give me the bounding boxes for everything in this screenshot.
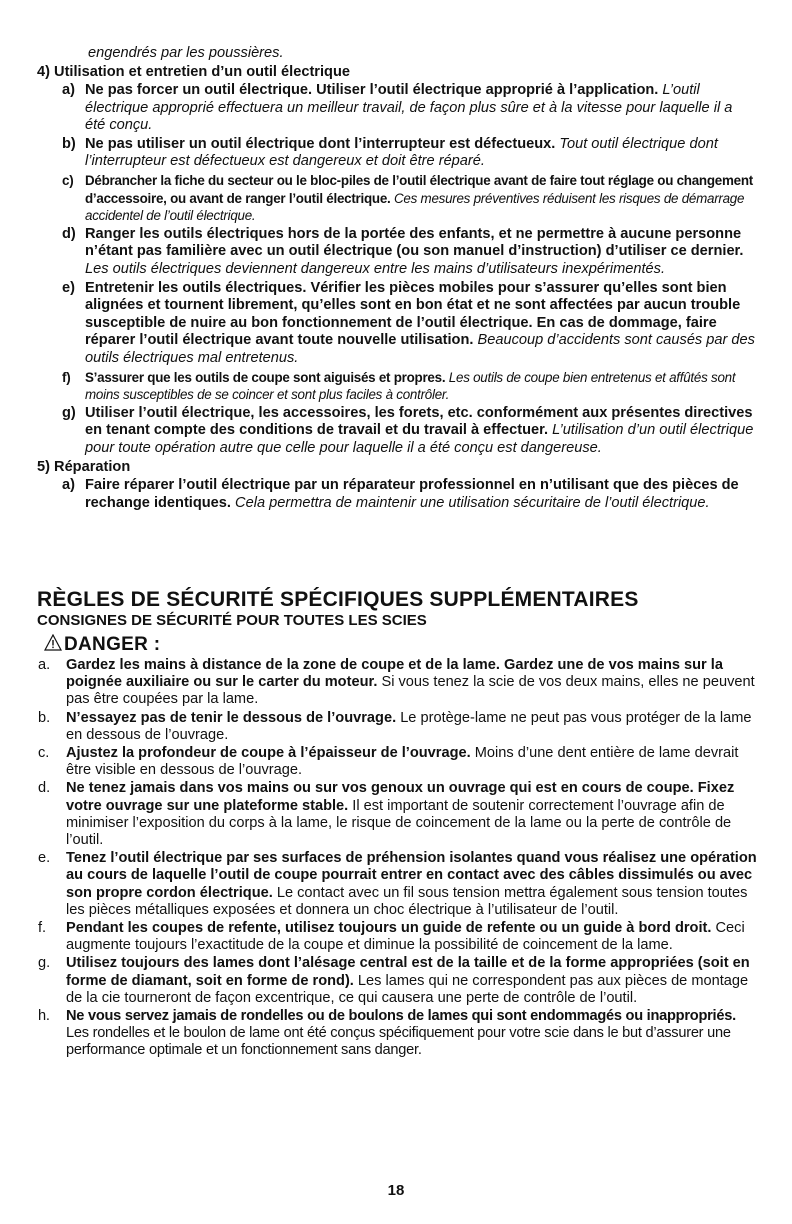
item-text: Le protège-lame ne peut pas vous protéger de la lame en dessous de l’ouvrage.	[66, 709, 752, 743]
item-bold-text: Ne vous servez jamais de rondelles ou de boulons de lames qui sont endommagés ou inappropriés.	[66, 1008, 736, 1025]
item-text: Moins d’une dent entière de lame devrait être visible en dessous de l’ouvrage.	[66, 745, 739, 779]
item-label: e)	[62, 279, 75, 296]
section-4-item-f	[0, 369, 755, 404]
item-bold-text: S’assurer que les outils de coupe sont aiguisés et propres.	[85, 369, 446, 385]
item-bold-text: Ne pas utiliser un outil électrique dont l’interrupteur est défectueux.	[85, 135, 556, 152]
danger-item-a	[0, 657, 758, 709]
item-italic-text: Ces mesures préventives réduisent les risques de démarrage accidentel de l’outil électrique.	[85, 190, 745, 224]
intro-fragment: engendrés par les poussières.	[88, 45, 284, 61]
item-label: b)	[62, 135, 76, 152]
danger-item-f	[0, 920, 758, 954]
item-italic-text: Cela permettra de maintenir une utilisation sécuritaire de l’outil électrique.	[235, 495, 710, 512]
item-italic-text: L’outil électrique approprié effectuera un meilleur travail, de façon plus sûre et à la vitesse pour laquelle il a été conçu.	[85, 82, 733, 134]
item-italic-text: L’utilisation d’un outil électrique pour toute opération autre que celle pour laquelle il a été conçu est dangereuse.	[85, 422, 754, 456]
item-bold-text: Ranger les outils électriques hors de la portée des enfants, et ne permettre à aucune personne n’étant pas familière avec un outil électrique (ou son manuel d’instruction) d’utiliser ce dernier.	[85, 225, 744, 260]
item-bold-text: Entretenir les outils électriques. Vérifier les pièces mobiles pour s’assurer qu’elles sont bien alignées et tournent librement, qu’elles sont en bon état et ne sont affectées par aucun trouble susceptible de nuire au bon fonctionnement de l’outil électrique. En cas de dommage, faire réparer l’outil électrique avant toute nouvelle utilisation.	[85, 279, 741, 349]
danger-item-b	[0, 710, 758, 744]
page-number: 18	[387, 1182, 405, 1199]
warning-triangle-icon	[44, 634, 62, 651]
specific-safety-rules	[0, 589, 792, 1060]
danger-item-e	[0, 850, 758, 919]
danger-item-c	[0, 745, 758, 779]
danger-item-h	[0, 1008, 758, 1060]
item-italic-text: Les outils de coupe bien entretenus et affûtés sont moins susceptibles de se coincer et sont plus faciles à contrôler.	[85, 369, 736, 403]
item-label: a)	[62, 82, 75, 98]
item-text: Si vous tenez la scie de vos deux mains, elles ne peuvent pas être coupées par la lame.	[66, 674, 755, 708]
item-bold-text: Ajustez la profondeur de coupe à l’épaisseur de l’ouvrage.	[66, 745, 471, 762]
item-label: c.	[38, 745, 50, 762]
section-4-title: 4) Utilisation et entretien d’un outil électrique	[37, 64, 350, 80]
section-5-item-a	[0, 477, 755, 512]
item-text: Les lames qui ne correspondent pas aux pièces de montage de la cie tourneront de façon excentrique, ce qui causera une perte de contrôle de l’outil.	[66, 972, 749, 1006]
section-4-item-g	[0, 405, 755, 458]
item-italic-text: Tout outil électrique dont l’interrupteur est défectueux est dangereux et doit être réparé.	[85, 135, 718, 170]
item-bold-text: Ne pas forcer un outil électrique. Utiliser l’outil électrique approprié à l’application.	[85, 82, 659, 98]
item-label: e.	[38, 850, 51, 867]
sub-heading: CONSIGNES DE SÉCURITÉ POUR TOUTES LES SCIES	[37, 612, 427, 629]
item-label: a.	[38, 657, 51, 673]
item-bold-text: Gardez les mains à distance de la zone de coupe et de la lame. Gardez une de vos mains sur la poignée auxiliaire ou sur le carter du moteur.	[66, 657, 723, 691]
item-bold-text: Tenez l’outil électrique par ses surfaces de préhension isolantes quand vous réalisez une opération au cours de laquelle l’outil de coupe pourrait entrer en contact avec des câbles dissimulés ou avec son propre cordon électrique.	[66, 850, 757, 901]
item-label: g.	[38, 955, 51, 972]
danger-banner	[44, 634, 792, 654]
item-label: c)	[62, 172, 74, 188]
item-text: Les rondelles et le boulon de lame ont été conçus spécifiquement pour votre scie dans le but d’assurer une performance optimale et un fonctionnement sans danger.	[66, 1025, 731, 1059]
item-label: d.	[38, 780, 51, 797]
section-4-item-a	[0, 82, 755, 135]
danger-item-d	[0, 780, 758, 849]
item-italic-text: Les outils électriques deviennent dangereux entre les mains d’utilisateurs inexpérimentés.	[85, 260, 666, 277]
item-label: f.	[38, 920, 47, 937]
item-label: a)	[62, 477, 75, 494]
item-label: d)	[62, 225, 76, 242]
item-label: h.	[38, 1008, 50, 1025]
item-label: f)	[62, 369, 71, 385]
danger-label: DANGER :	[64, 634, 161, 655]
item-bold-text: Faire réparer l’outil électrique par un réparateur professionnel en n’utilisant que des pièces de rechange identiques.	[85, 477, 739, 512]
item-label: g)	[62, 404, 76, 421]
item-bold-text: Utiliser l’outil électrique, les accessoires, les forets, etc. conformément aux présentes directives en tenant compte des conditions de travail et du travail à effectuer.	[85, 404, 753, 439]
item-text: Le contact avec un fil sous tension mettra également sous tension toutes les pièces métalliques exposées et donnera un choc électrique à l’utilisateur de l’outil.	[66, 884, 748, 918]
general-safety-continued	[0, 44, 792, 513]
item-label: b.	[38, 709, 51, 726]
danger-list	[0, 657, 792, 1060]
item-bold-text: Ne tenez jamais dans vos mains ou sur vos genoux un ouvrage qui est en cours de coupe. Fixez votre ouvrage sur une plateforme stable.	[66, 780, 735, 814]
danger-item-g	[0, 955, 758, 1007]
item-bold-text: Débrancher la fiche du secteur ou le bloc-piles de l’outil électrique avant de faire tout réglage ou changement d’accessoire, ou avant de ranger l’outil électrique.	[85, 172, 753, 206]
item-bold-text: Utilisez toujours des lames dont l’alésage central est de la taille et de la forme appropriées (soit en forme de diamant, soit en forme de rond).	[66, 955, 750, 989]
section-4-item-c	[0, 172, 755, 225]
section-4-item-d	[0, 226, 755, 279]
item-bold-text: Pendant les coupes de refente, utilisez toujours un guide de refente ou un guide à bord droit.	[66, 920, 712, 937]
item-italic-text: Beaucoup d’accidents sont causés par des outils électriques mal entretenus.	[85, 332, 755, 366]
section-4-item-e	[0, 280, 755, 368]
section-4-item-b	[0, 136, 755, 171]
item-bold-text: N’essayez pas de tenir le dessous de l’ouvrage.	[66, 709, 397, 726]
item-text: Ceci augmente toujours l’exactitude de la coupe et diminue la possibilité de coincement de la lame.	[66, 920, 745, 954]
item-text: Il est important de soutenir correctement l’ouvrage afin de minimiser l’exposition du corps à la lame, le risque de coincement de la lame ou la perte de contrôle de l’outil.	[66, 797, 732, 849]
section-5-title: 5) Réparation	[37, 459, 131, 476]
main-heading: RÈGLES DE SÉCURITÉ SPÉCIFIQUES SUPPLÉMENTAIRES	[37, 588, 639, 611]
